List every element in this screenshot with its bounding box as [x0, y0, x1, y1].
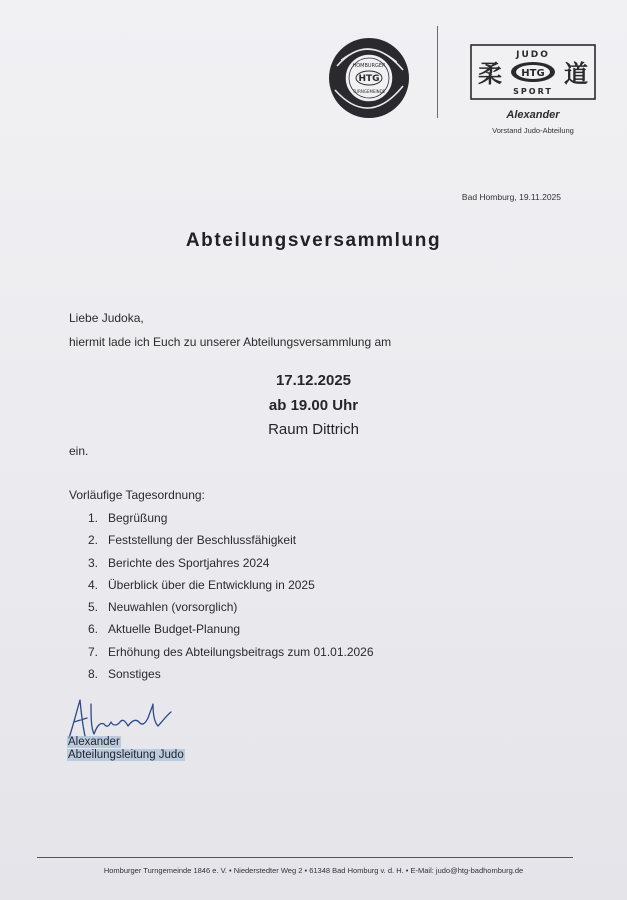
htg-logo-center-text: HTG	[358, 74, 380, 84]
judo-logo-top-text: JUDO	[516, 50, 550, 60]
agenda-heading: Vorläufige Tagesordnung:	[69, 488, 205, 502]
signer-role: Abteilungsleitung Judo	[68, 749, 184, 761]
header-name: Alexander	[506, 109, 560, 121]
agenda-item-number: 8.	[88, 667, 99, 682]
place-date: Bad Homburg, 19.11.2025	[461, 192, 561, 202]
agenda-item-text: Überblick über die Entwicklung in 2025	[108, 577, 315, 592]
judo-department-logo	[470, 44, 596, 100]
agenda-item-text: Erhöhung des Abteilungsbeitrags zum 01.01.2026	[108, 644, 374, 659]
agenda-item-number: 3.	[88, 555, 99, 570]
agenda-item-number: 2.	[88, 533, 99, 548]
agenda-item-number: 1.	[88, 511, 99, 525]
judo-logo-left-glyph: 柔	[478, 61, 502, 88]
event-time: ab 19.00 Uhr	[268, 397, 359, 414]
htg-club-logo	[327, 36, 411, 120]
event-room: Raum Dittrich	[268, 421, 359, 438]
agenda-item	[88, 533, 374, 555]
agenda-item-text: Berichte des Sportjahres 2024	[108, 555, 270, 570]
agenda-item	[88, 511, 374, 533]
signer-name: Alexander	[68, 736, 120, 748]
event-date: 17.12.2025	[275, 372, 352, 389]
document-title: Abteilungsversammlung	[185, 230, 442, 251]
agenda-item	[88, 622, 374, 644]
judo-logo-right-glyph: 道	[564, 61, 588, 88]
judo-logo-center-text: HTG	[521, 68, 545, 79]
agenda-item-number: 6.	[88, 622, 99, 637]
header-role: Vorstand Judo-Abteilung	[492, 126, 574, 135]
agenda-item-number: 5.	[88, 600, 99, 615]
htg-logo-top-text: HOMBURGER	[352, 63, 386, 69]
agenda-item	[88, 578, 374, 600]
agenda-item-text: Aktuelle Budget-Planung	[108, 622, 241, 637]
agenda-item-text: Begrüßung	[108, 511, 168, 525]
agenda-list	[88, 511, 374, 689]
agenda-item-text: Sonstiges	[108, 667, 161, 682]
greeting: Liebe Judoka,	[69, 311, 144, 325]
header-divider	[437, 26, 438, 118]
agenda-item	[88, 556, 374, 578]
footer-divider	[37, 857, 573, 858]
agenda-item	[88, 667, 374, 689]
htg-logo-bottom-text: TURNGEMEINDE	[352, 89, 386, 94]
agenda-item-text: Feststellung der Beschlussfähigkeit	[108, 533, 297, 548]
agenda-item-text: Neuwahlen (vorsorglich)	[108, 600, 238, 615]
agenda-item-number: 4.	[88, 577, 99, 592]
agenda-item	[88, 600, 374, 622]
agenda-item-number: 7.	[88, 644, 99, 659]
closing-word: ein.	[69, 444, 89, 458]
judo-logo-bottom-text: SPORT	[513, 87, 553, 96]
intro-text: hiermit lade ich Euch zu unserer Abteilungsversammlung am	[69, 335, 392, 349]
agenda-item	[88, 645, 374, 667]
footer-text: Homburger Turngemeinde 1846 e. V. • Niederstedter Weg 2 • 61348 Bad Homburg v. d. H. • E-Mail: judo@htg-badhomburg.de	[103, 866, 524, 875]
